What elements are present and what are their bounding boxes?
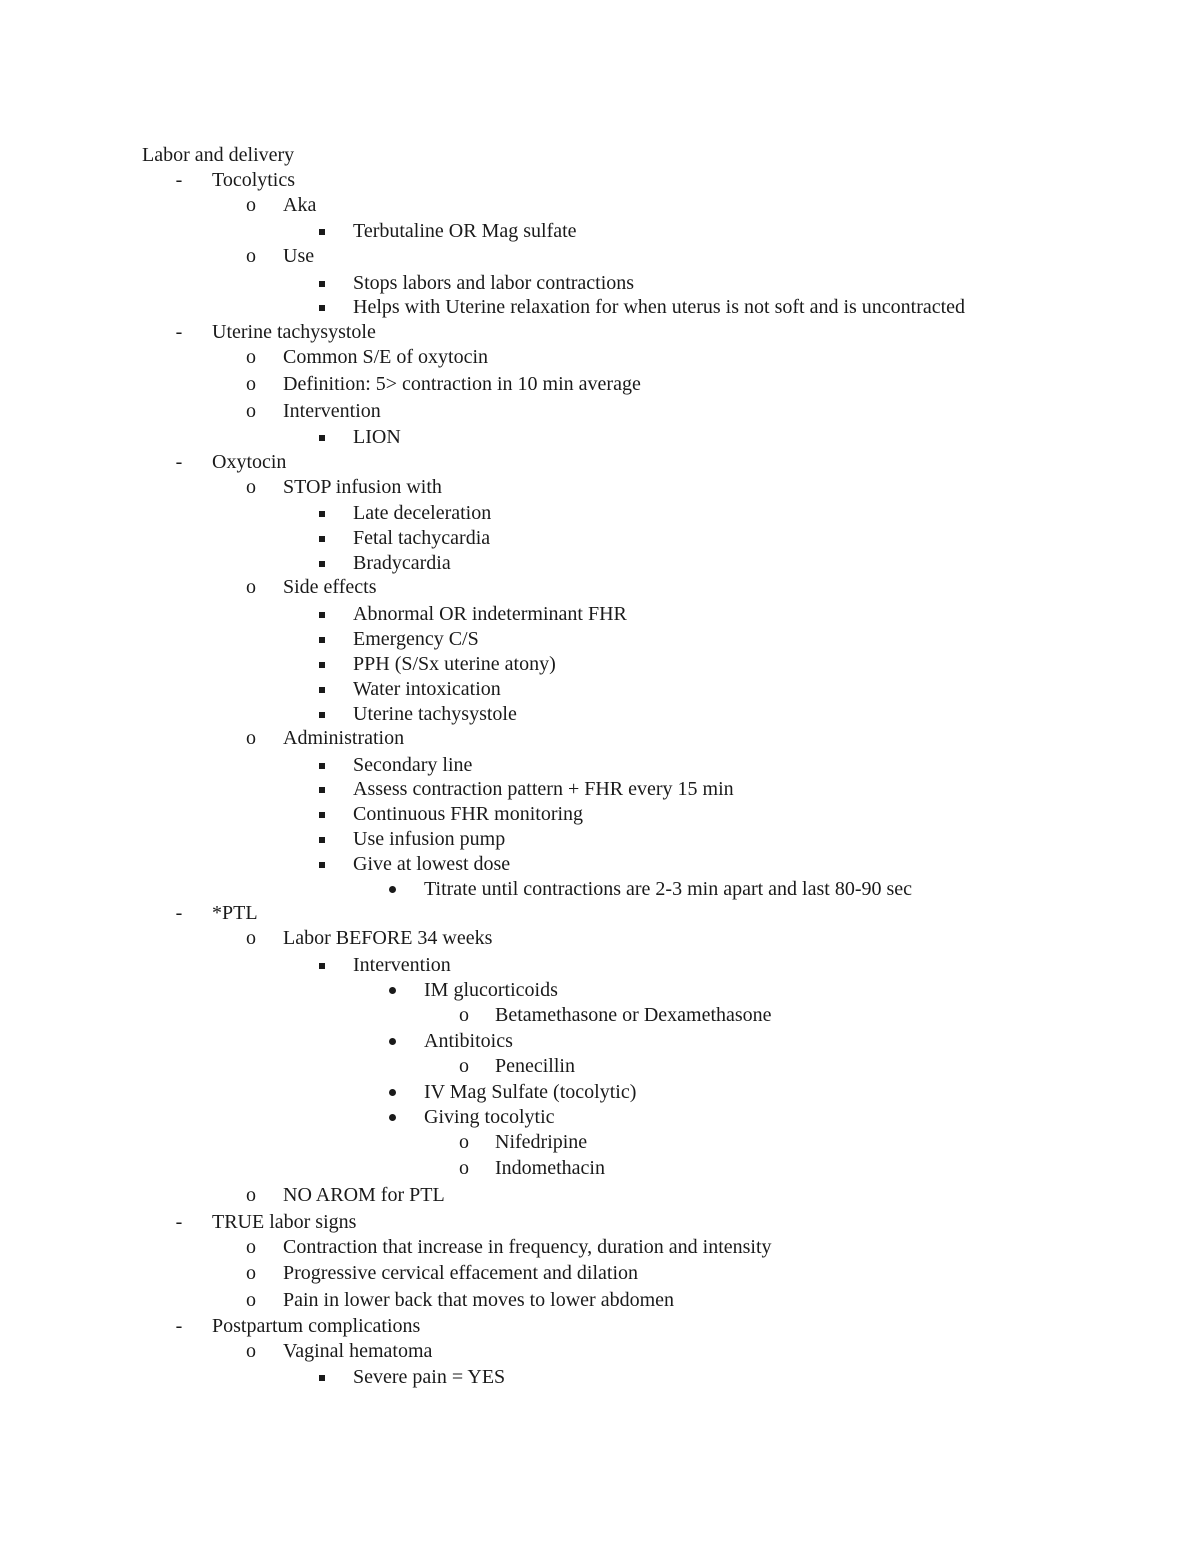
dash-bullet-icon: - (175, 1315, 183, 1337)
square-bullet-icon (319, 612, 325, 618)
outline-item-level-3: PPH (S/Sx uterine atony) (353, 653, 556, 675)
square-bullet-icon (319, 1375, 325, 1381)
square-bullet-icon (319, 963, 325, 969)
circle-bullet-icon: o (246, 1262, 256, 1284)
outline-item-level-2: Side effects (283, 576, 377, 598)
square-bullet-icon (319, 511, 325, 517)
outline-item-level-1: Postpartum complications (212, 1315, 421, 1337)
outline-item-level-4: Antibitoics (424, 1030, 513, 1052)
circle-bullet-icon: o (459, 1055, 469, 1077)
circle-bullet-icon: o (246, 727, 256, 749)
dash-bullet-icon: - (175, 321, 183, 343)
outline-item-level-4: Titrate until contractions are 2-3 min apart and last 80-90 sec (424, 878, 913, 900)
square-bullet-icon (319, 787, 325, 793)
outline-item-level-3: Secondary line (353, 754, 473, 776)
outline-item-level-3: Helps with Uterine relaxation for when uterus is not soft and is uncontracted (353, 296, 966, 318)
square-bullet-icon (319, 837, 325, 843)
square-bullet-icon (319, 561, 325, 567)
outline-item-level-2: Intervention (283, 400, 381, 422)
square-bullet-icon (319, 662, 325, 668)
outline-item-level-3: Water intoxication (353, 678, 501, 700)
outline-item-level-1: Uterine tachysystole (212, 321, 376, 343)
outline-item-level-2: Common S/E of oxytocin (283, 346, 488, 368)
circle-bullet-icon: o (246, 476, 256, 498)
square-bullet-icon (319, 229, 325, 235)
outline-item-level-3: Uterine tachysystole (353, 703, 517, 725)
dot-bullet-icon (389, 886, 396, 893)
outline-item-level-3: Use infusion pump (353, 828, 506, 850)
dash-bullet-icon: - (175, 1211, 183, 1233)
dot-bullet-icon (389, 1114, 396, 1121)
outline-item-level-2: Definition: 5> contraction in 10 min average (283, 373, 641, 395)
outline-item-level-3: Bradycardia (353, 552, 451, 574)
outline-item-level-3: Emergency C/S (353, 628, 479, 650)
circle-bullet-icon: o (246, 1340, 256, 1362)
outline-item-level-3: Assess contraction pattern + FHR every 15 min (353, 778, 734, 800)
outline-item-level-3: LION (353, 426, 401, 448)
circle-bullet-icon: o (246, 245, 256, 267)
circle-bullet-icon: o (246, 373, 256, 395)
document-title: Labor and delivery (142, 144, 295, 166)
outline-item-level-2: Progressive cervical effacement and dilation (283, 1262, 639, 1284)
square-bullet-icon (319, 862, 325, 868)
outline-item-level-4: Giving tocolytic (424, 1106, 555, 1128)
square-bullet-icon (319, 536, 325, 542)
circle-bullet-icon: o (246, 1289, 256, 1311)
outline-item-level-1: Tocolytics (212, 169, 296, 191)
outline-item-level-2: Use (283, 245, 315, 267)
circle-bullet-icon: o (246, 576, 256, 598)
outline-item-level-5: Indomethacin (495, 1157, 605, 1179)
circle-bullet-icon: o (459, 1004, 469, 1026)
dash-bullet-icon: - (175, 902, 183, 924)
square-bullet-icon (319, 637, 325, 643)
circle-bullet-icon: o (459, 1131, 469, 1153)
dot-bullet-icon (389, 1038, 396, 1045)
outline-item-level-4: IV Mag Sulfate (tocolytic) (424, 1081, 637, 1103)
outline-item-level-3: Severe pain = YES (353, 1366, 506, 1388)
outline-item-level-4: IM glucorticoids (424, 979, 558, 1001)
square-bullet-icon (319, 687, 325, 693)
dot-bullet-icon (389, 987, 396, 994)
outline-item-level-2: Vaginal hematoma (283, 1340, 433, 1362)
outline-item-level-3: Terbutaline OR Mag sulfate (353, 220, 577, 242)
square-bullet-icon (319, 763, 325, 769)
outline-item-level-3: Fetal tachycardia (353, 527, 491, 549)
square-bullet-icon (319, 305, 325, 311)
outline-item-level-5: Penecillin (495, 1055, 575, 1077)
outline-item-level-2: Aka (283, 194, 317, 216)
circle-bullet-icon: o (246, 1236, 256, 1258)
outline-item-level-1: TRUE labor signs (212, 1211, 357, 1233)
circle-bullet-icon: o (246, 927, 256, 949)
circle-bullet-icon: o (246, 1184, 256, 1206)
outline-item-level-3: Late deceleration (353, 502, 492, 524)
square-bullet-icon (319, 812, 325, 818)
square-bullet-icon (319, 435, 325, 441)
circle-bullet-icon: o (246, 346, 256, 368)
outline-item-level-2: Contraction that increase in frequency, duration and intensity (283, 1236, 772, 1258)
outline-item-level-2: Pain in lower back that moves to lower abdomen (283, 1289, 675, 1311)
outline-item-level-2: NO AROM for PTL (283, 1184, 445, 1206)
outline-item-level-5: Nifedripine (495, 1131, 588, 1153)
outline-item-level-3: Abnormal OR indeterminant FHR (353, 603, 627, 625)
outline-item-level-3: Stops labors and labor contractions (353, 272, 635, 294)
dash-bullet-icon: - (175, 169, 183, 191)
outline-item-level-2: STOP infusion with (283, 476, 442, 498)
outline-item-level-1: Oxytocin (212, 451, 287, 473)
outline-item-level-3: Intervention (353, 954, 451, 976)
outline-item-level-2: Labor BEFORE 34 weeks (283, 927, 493, 949)
outline-item-level-1: *PTL (212, 902, 258, 924)
dot-bullet-icon (389, 1089, 396, 1096)
outline-item-level-3: Give at lowest dose (353, 853, 511, 875)
dash-bullet-icon: - (175, 451, 183, 473)
outline-item-level-5: Betamethasone or Dexamethasone (495, 1004, 772, 1026)
circle-bullet-icon: o (459, 1157, 469, 1179)
square-bullet-icon (319, 712, 325, 718)
circle-bullet-icon: o (246, 400, 256, 422)
outline-item-level-3: Continuous FHR monitoring (353, 803, 584, 825)
outline-item-level-2: Administration (283, 727, 405, 749)
circle-bullet-icon: o (246, 194, 256, 216)
square-bullet-icon (319, 281, 325, 287)
